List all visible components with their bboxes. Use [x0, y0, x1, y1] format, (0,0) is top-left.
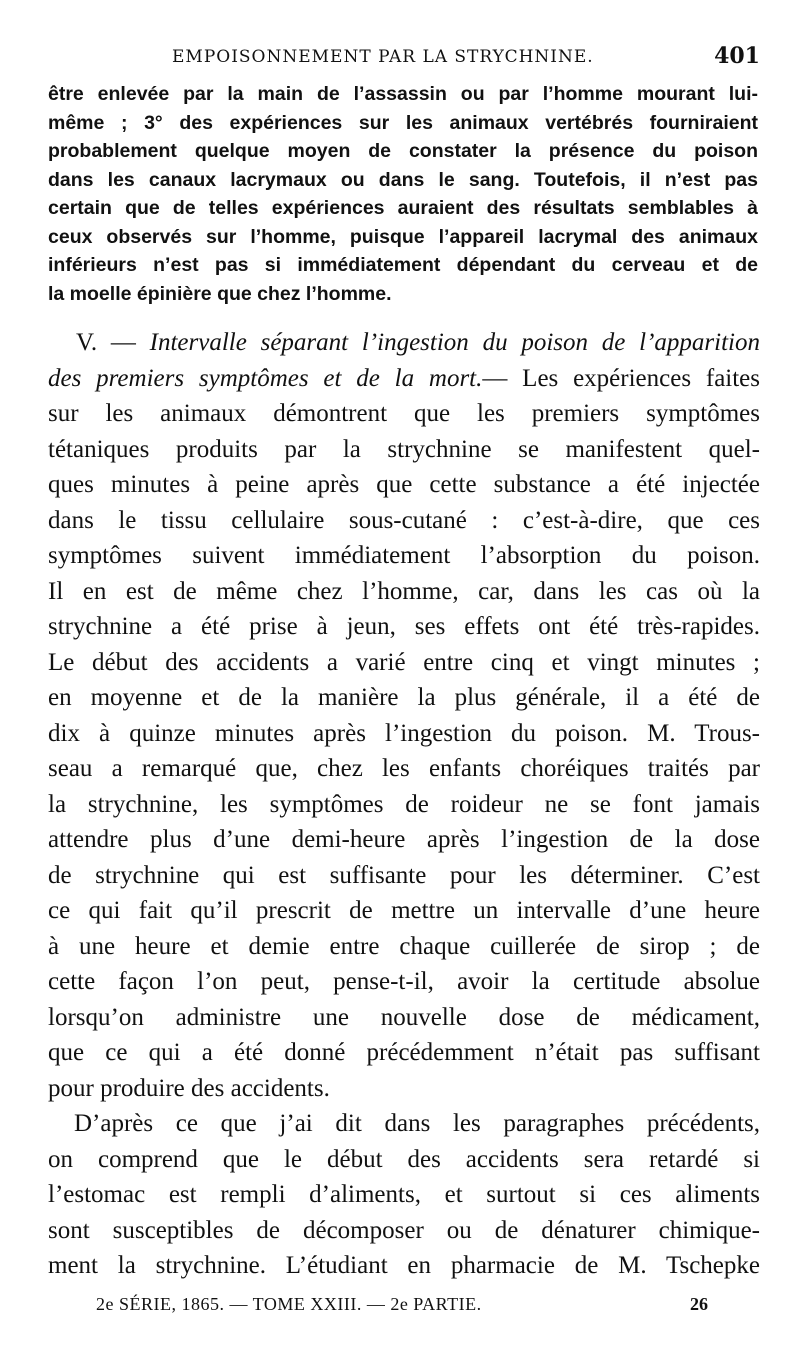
section-number: V. —: [76, 329, 136, 356]
text-line: attendre plus d’une demi-heure après l’ingestion de la dose: [48, 826, 760, 853]
text-line: l’estomac est rempli d’aliments, et surtout si ces aliments: [48, 1181, 760, 1208]
footnote-continuation: [48, 80, 758, 308]
text-line: symptômes suivent immédiatement l’absorption du poison.: [48, 542, 760, 569]
text-line: on comprend que le début des accidents sera retardé si: [48, 1145, 760, 1173]
page-number: 401: [714, 43, 760, 69]
text-line: pour produire des accidents.: [48, 1074, 330, 1102]
section-heading-line: [48, 361, 760, 397]
text-line: dans les canaux lacrymaux ou dans le sang. Toutefois, il n’est pas: [48, 168, 758, 191]
running-head: [48, 44, 760, 74]
text-line: que ce qui a été donné précédemment n’était pas suffisant: [48, 1039, 760, 1066]
text-line: sont susceptibles de décomposer ou de dénaturer chimique-: [48, 1216, 760, 1244]
text-line: ques minutes à peine après que cette substance a été injectée: [48, 471, 760, 498]
text-line: ment la strychnine. L’étudiant en pharmacie de M. Tschepke: [48, 1252, 760, 1279]
text-line: de strychnine qui est suffisante pour les déterminer. C’est: [48, 861, 760, 889]
text-line: inférieurs n’est pas si immédiatement dépendant du cerveau et de: [48, 254, 758, 276]
text-line: la moelle épinière que chez l’homme.: [48, 282, 392, 305]
page-footer: [96, 1290, 708, 1320]
text-line: Il en est de même chez l’homme, car, dans les cas où la: [48, 577, 760, 605]
text-line: même ; 3° des expériences sur les animaux vertébrés fourniraient: [48, 111, 758, 134]
text-line: Le début des accidents a varié entre cinq et vingt minutes ;: [48, 648, 760, 676]
section-heading-line: [48, 325, 760, 361]
text-line: tétaniques produits par la strychnine se manifestent quel-: [48, 435, 760, 463]
section-heading-italic: Intervalle séparant l’ingestion du poison de l’apparition: [149, 329, 760, 356]
text-line: cette façon l’on peut, pense-t-il, avoir la certitude absolue: [48, 968, 760, 995]
running-title: EMPOISONNEMENT PAR LA STRYCHNINE.: [172, 47, 594, 67]
text-line: dix à quinze minutes après l’ingestion du poison. M. Trous-: [48, 719, 760, 747]
text-line: dans le tissu cellulaire sous-cutané : c’est-à-dire, que ces: [48, 506, 760, 534]
text-line: lorsqu’on administre une nouvelle dose de médicament,: [48, 1003, 760, 1031]
text-line: sur les animaux démontrent que les premiers symptômes: [48, 400, 760, 427]
section-heading-italic: des premiers symptômes et de la mort.: [48, 364, 483, 392]
text-line: la strychnine, les symptômes de roideur ne se font jamais: [48, 790, 760, 818]
text-line: seau a remarqué que, chez les enfants choréiques traités par: [48, 755, 760, 782]
text-line: strychnine a été prise à jeun, ses effets ont été très-rapides.: [48, 613, 760, 640]
series-info: 2e SÉRIE, 1865. — TOME XXIII. — 2e PARTIE.: [96, 1294, 482, 1314]
signature-number: 26: [690, 1294, 708, 1314]
section-heading-continuation: — Les expériences faites: [482, 364, 761, 392]
text-line: probablement quelque moyen de constater la présence du poison: [48, 140, 758, 162]
main-text: [48, 325, 760, 1284]
text-line: certain que de telles expériences auraient des résultats semblables à: [48, 197, 758, 219]
text-line: ceux observés sur l’homme, puisque l’appareil lacrymal des animaux: [48, 225, 758, 248]
text-line: en moyenne et de la manière la plus générale, il a été de: [48, 684, 760, 711]
text-line: ce qui fait qu’il prescrit de mettre un intervalle d’une heure: [48, 897, 760, 924]
text-line: être enlevée par la main de l’assassin ou par l’homme mourant lui-: [48, 83, 758, 105]
text-line: à une heure et demie entre chaque cuillerée de sirop ; de: [48, 932, 760, 960]
text-line: D’après ce que j’ai dit dans les paragraphes précédents,: [74, 1110, 760, 1137]
